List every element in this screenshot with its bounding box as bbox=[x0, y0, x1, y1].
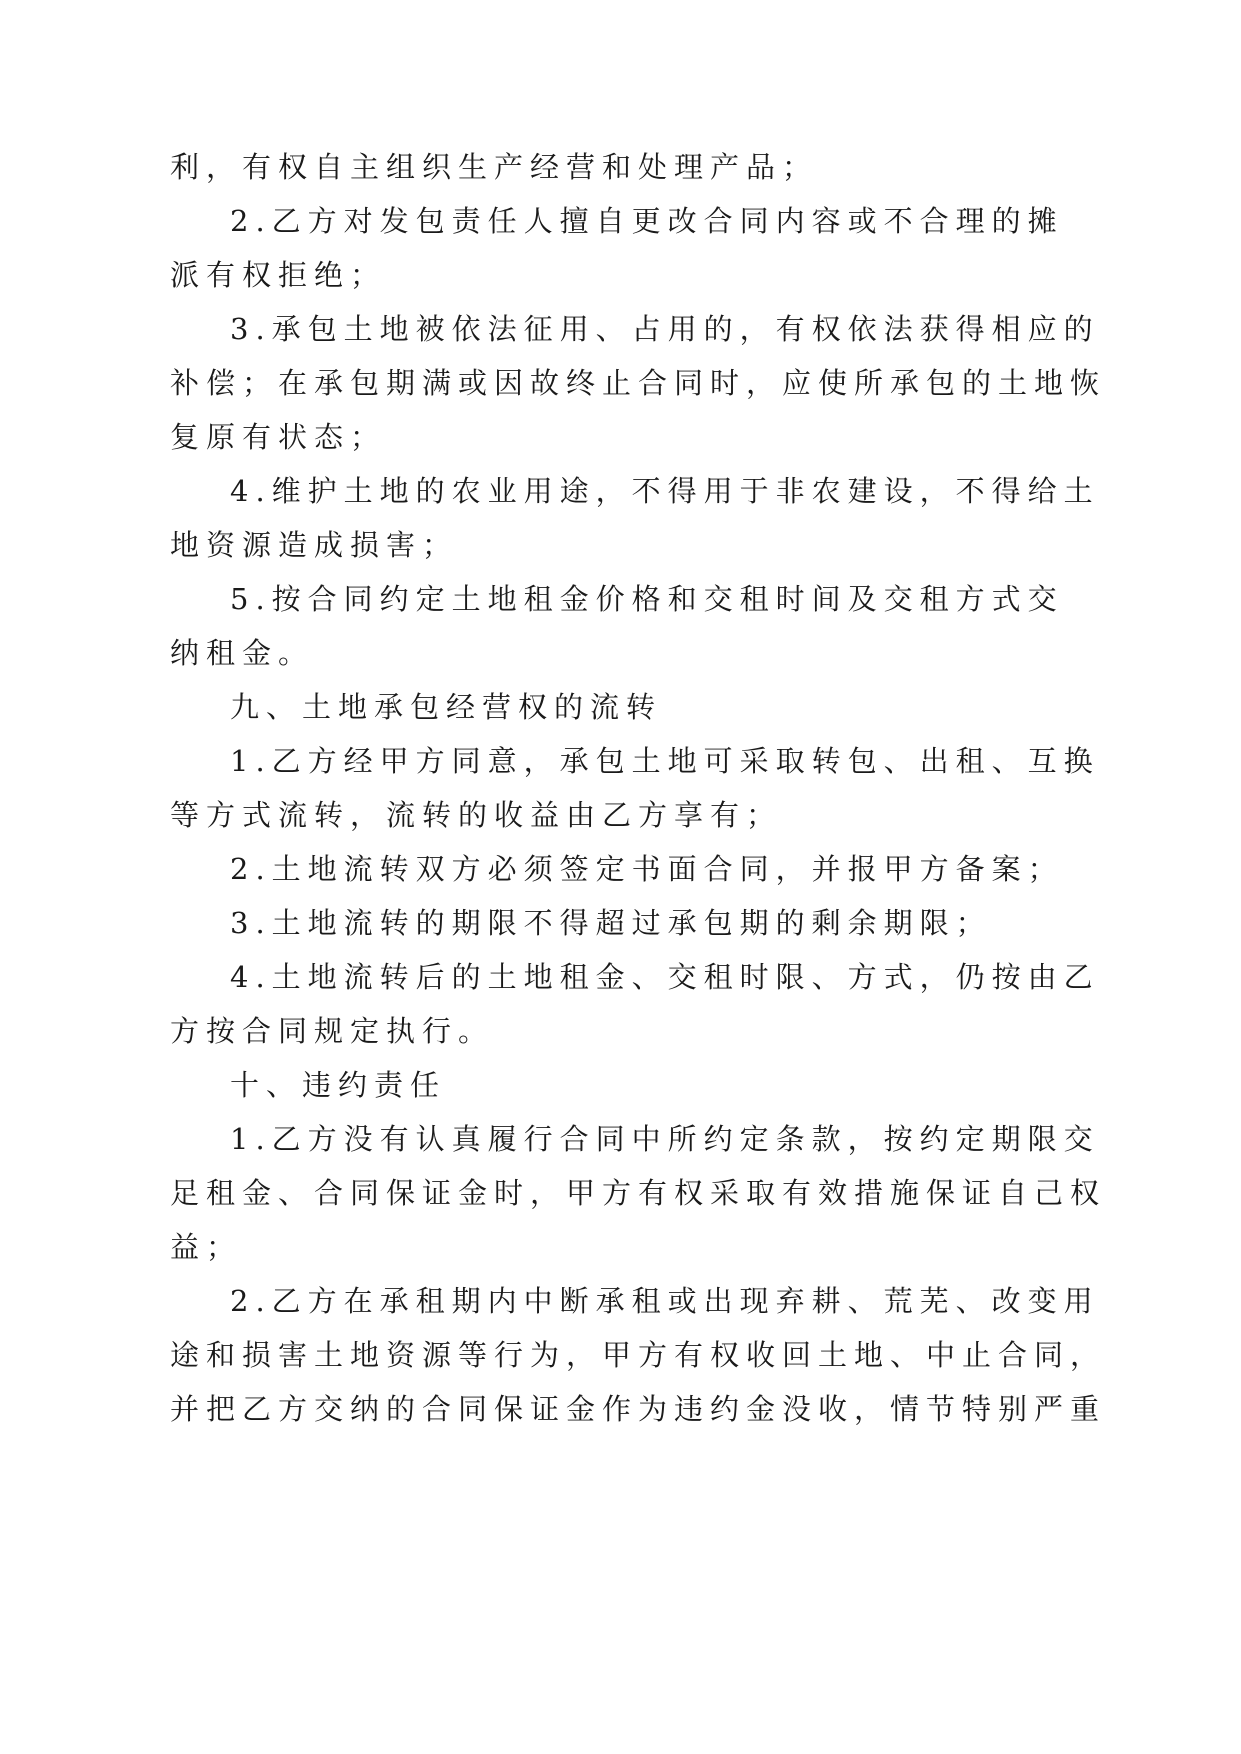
text-line: 2.乙方在承租期内中断承租或出现弃耕、荒芜、改变用 bbox=[230, 1284, 1100, 1318]
text-line: 利，有权自主组织生产经营和处理产品； bbox=[170, 150, 819, 184]
text-line: 并把乙方交纳的合同保证金作为违约金没收，情节特别严重 bbox=[170, 1392, 1107, 1426]
section-heading: 九、土地承包经营权的流转 bbox=[230, 690, 663, 724]
text-line: 2.乙方对发包责任人擅自更改合同内容或不合理的摊 bbox=[230, 204, 1064, 238]
text-line: 地资源造成损害； bbox=[170, 528, 459, 562]
text-line: 4.维护土地的农业用途，不得用于非农建设，不得给土 bbox=[230, 474, 1100, 508]
text-line: 1.乙方经甲方同意，承包土地可采取转包、出租、互换 bbox=[230, 744, 1100, 778]
text-line: 5.按合同约定土地租金价格和交租时间及交租方式交 bbox=[230, 582, 1064, 616]
text-line: 4.土地流转后的土地租金、交租时限、方式，仍按由乙 bbox=[230, 960, 1100, 994]
text-line: 3.土地流转的期限不得超过承包期的剩余期限； bbox=[230, 906, 992, 940]
text-line: 1.乙方没有认真履行合同中所约定条款，按约定期限交 bbox=[230, 1122, 1100, 1156]
text-line: 复原有状态； bbox=[170, 420, 387, 454]
text-line: 等方式流转，流转的收益由乙方享有； bbox=[170, 798, 783, 832]
text-line: 益； bbox=[170, 1230, 243, 1264]
text-line: 派有权拒绝； bbox=[170, 258, 387, 292]
text-line: 足租金、合同保证金时，甲方有权采取有效措施保证自己权 bbox=[170, 1176, 1107, 1210]
text-line: 3.承包土地被依法征用、占用的，有权依法获得相应的 bbox=[230, 312, 1100, 346]
section-heading: 十、违约责任 bbox=[230, 1068, 447, 1102]
text-line: 纳租金。 bbox=[170, 636, 315, 670]
text-line: 途和损害土地资源等行为，甲方有权收回土地、中止合同， bbox=[170, 1338, 1107, 1372]
text-line: 方按合同规定执行。 bbox=[170, 1014, 495, 1048]
text-line: 2.土地流转双方必须签定书面合同，并报甲方备案； bbox=[230, 852, 1064, 886]
text-line: 补偿；在承包期满或因故终止合同时，应使所承包的土地恢 bbox=[170, 366, 1107, 400]
